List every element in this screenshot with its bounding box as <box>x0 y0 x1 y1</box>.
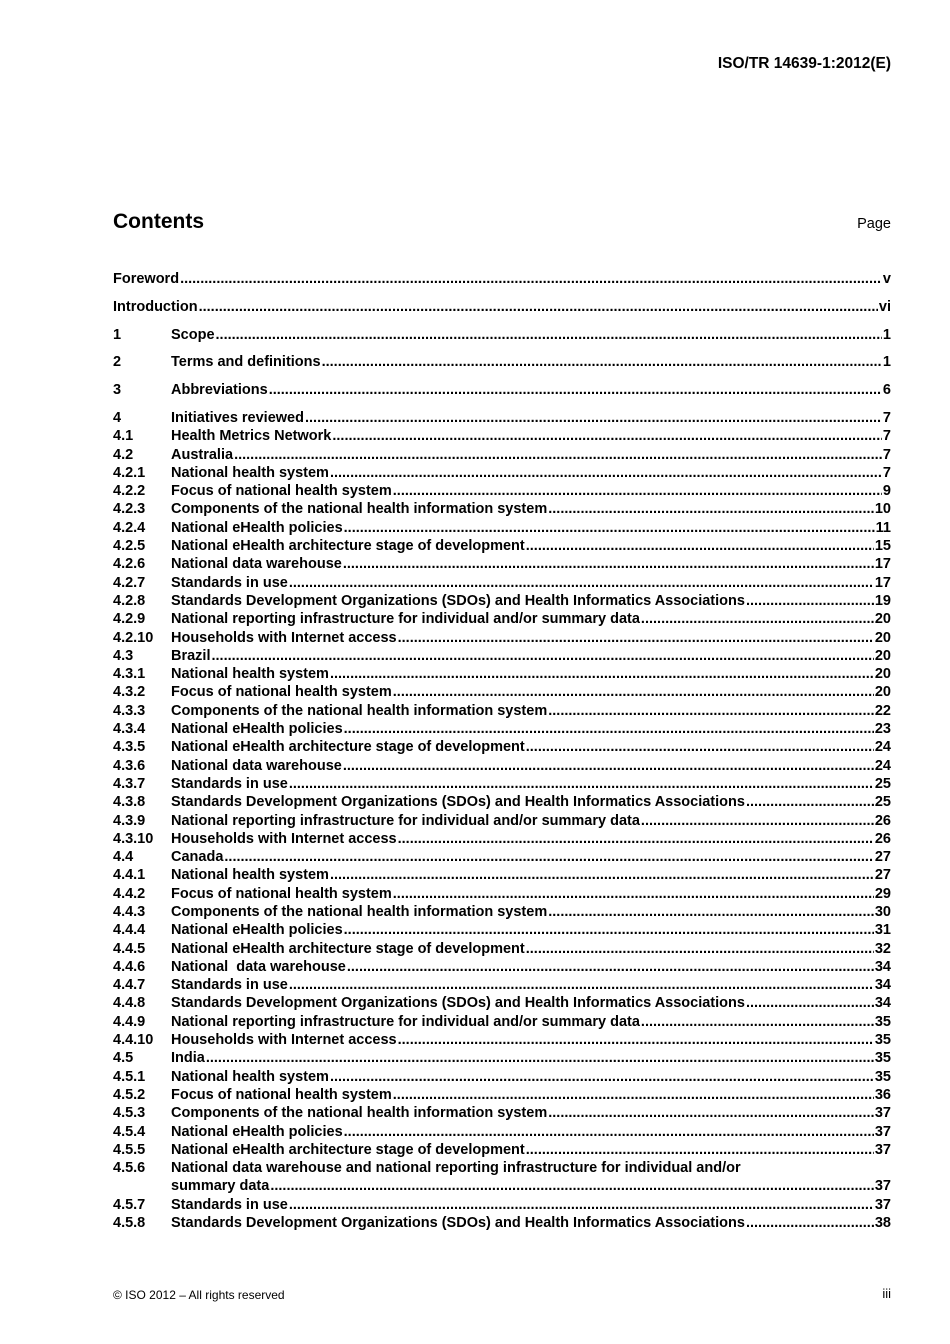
dot-leader <box>398 1031 874 1049</box>
toc-entry[interactable] <box>113 326 891 344</box>
toc-entry-number: 4.4.3 <box>113 904 146 920</box>
toc-entry-title: Households with Internet access <box>171 1032 397 1049</box>
dot-leader <box>746 1214 874 1232</box>
toc-entry-title: National data warehouse <box>171 757 342 774</box>
toc-entry-page: 17 <box>874 556 891 573</box>
toc-entry-page: 7 <box>882 409 891 426</box>
dot-leader <box>344 921 874 939</box>
copyright-notice: © ISO 2012 – All rights reserved <box>113 1288 285 1302</box>
toc-entry-page: 26 <box>874 830 891 847</box>
dot-leader <box>641 610 874 628</box>
toc-entry-page: 11 <box>875 519 891 536</box>
dot-leader <box>330 1068 874 1086</box>
toc-entry[interactable] <box>113 1013 891 1031</box>
toc-entry[interactable] <box>113 903 891 921</box>
toc-entry[interactable] <box>113 976 891 994</box>
toc-entry-page: 25 <box>874 775 891 792</box>
toc-entry-page: 27 <box>874 849 891 866</box>
toc-entry[interactable] <box>113 720 891 738</box>
toc-entry[interactable] <box>113 1049 891 1067</box>
dot-leader <box>548 500 874 518</box>
toc-entry-title: India <box>171 1050 205 1067</box>
dot-leader <box>343 555 874 573</box>
toc-entry-page: 27 <box>874 867 891 884</box>
toc-entry-number: 4.5.1 <box>113 1068 146 1085</box>
toc-entry[interactable] <box>113 482 891 500</box>
toc-entry-page: 35 <box>874 1050 891 1067</box>
toc-entry[interactable] <box>113 298 891 316</box>
toc-entry-number: 4.4.5 <box>113 940 146 957</box>
toc-entry-title: Standards Development Organizations (SDOs) and Health Informatics Associations <box>171 794 745 811</box>
toc-entry-page: 25 <box>874 794 891 811</box>
toc-entry[interactable] <box>113 866 891 884</box>
toc-entry-page: 1 <box>882 326 891 343</box>
toc-entry-page: 20 <box>874 629 891 646</box>
toc-entry-title: National health system <box>171 867 329 884</box>
toc-entry-title: summary data <box>171 1178 270 1195</box>
toc-entry[interactable] <box>113 793 891 811</box>
toc-entry-number: 4.3.5 <box>113 739 146 756</box>
toc-entry[interactable] <box>113 537 891 555</box>
dot-leader <box>289 976 874 994</box>
document-id: ISO/TR 14639-1:2012(E) <box>717 55 891 72</box>
toc-entry-title: Focus of national health system <box>171 1086 392 1103</box>
toc-entry-title: National reporting infrastructure for individual and/or summary data <box>171 611 640 628</box>
dot-leader <box>746 793 874 811</box>
toc-entry-number: 4.1 <box>113 428 134 445</box>
toc-entry-page: 37 <box>874 1178 891 1195</box>
toc-entry-title: National reporting infrastructure for individual and/or summary data <box>171 812 640 829</box>
toc-entry-title: Foreword <box>113 271 180 287</box>
table-of-contents <box>113 270 891 1232</box>
toc-entry-page: 19 <box>874 592 891 609</box>
toc-entry[interactable] <box>113 647 891 665</box>
toc-entry-title: Standards Development Organizations (SDOs) and Health Informatics Associations <box>171 995 745 1012</box>
dot-leader <box>234 446 882 464</box>
dot-leader <box>526 940 874 958</box>
toc-entry-number: 4.2.5 <box>113 538 146 555</box>
toc-entry-page: 6 <box>882 382 891 399</box>
dot-leader <box>641 1013 874 1031</box>
toc-entry[interactable] <box>113 1104 891 1122</box>
toc-entry[interactable] <box>113 592 891 610</box>
toc-entry-page: 17 <box>874 574 891 591</box>
toc-entry-title: Standards in use <box>171 574 288 591</box>
toc-entry-number: 4.4.6 <box>113 958 146 975</box>
toc-entry-number: 4.5.8 <box>113 1215 146 1232</box>
toc-entry-title: National eHealth policies <box>171 519 343 536</box>
toc-entry-title: Scope <box>171 326 215 343</box>
toc-entry-number: 4.4.1 <box>113 867 146 884</box>
toc-entry[interactable] <box>113 1123 891 1141</box>
toc-entry-page: 10 <box>874 501 891 518</box>
toc-entry-page: 7 <box>882 446 891 463</box>
dot-leader <box>526 537 874 555</box>
toc-entry-number: 4.3.1 <box>113 666 146 683</box>
toc-entry-number: 3 <box>113 382 122 399</box>
toc-entry-number: 4.2.7 <box>113 574 146 591</box>
toc-entry-number: 4.2.3 <box>113 501 146 518</box>
dot-leader <box>347 958 874 976</box>
toc-entry-number: 4.5.6 <box>113 1160 146 1177</box>
toc-entry-title: National data warehouse and national reporting infrastructure for individual and/or <box>171 1160 741 1177</box>
toc-entry-title: Focus of national health system <box>171 483 392 500</box>
toc-entry-page: 23 <box>874 721 891 738</box>
toc-entry[interactable] <box>113 610 891 628</box>
toc-entry[interactable] <box>113 994 891 1012</box>
toc-entry-title: Canada <box>171 849 224 866</box>
toc-entry[interactable] <box>113 812 891 830</box>
dot-leader <box>206 1049 874 1067</box>
toc-entry[interactable] <box>113 1214 891 1232</box>
toc-entry-number: 2 <box>113 354 122 371</box>
toc-entry[interactable] <box>113 1177 891 1195</box>
toc-entry-number: 1 <box>113 326 122 343</box>
toc-entry-page: 24 <box>874 739 891 756</box>
toc-entry-number: 4.3.2 <box>113 684 146 701</box>
toc-entry[interactable] <box>113 629 891 647</box>
toc-entry-page: 7 <box>882 464 891 481</box>
toc-entry[interactable] <box>113 464 891 482</box>
toc-entry[interactable] <box>113 958 891 976</box>
toc-entry-number: 4.2.6 <box>113 556 146 573</box>
contents-heading: Contents <box>113 210 204 233</box>
toc-entry-page: 34 <box>874 995 891 1012</box>
toc-entry[interactable] <box>113 683 891 701</box>
toc-entry-page: 34 <box>874 958 891 975</box>
toc-entry-title: Standards in use <box>171 775 288 792</box>
toc-entry-title: Components of the national health information system <box>171 702 548 719</box>
toc-entry-number: 4.2 <box>113 446 134 463</box>
toc-entry[interactable] <box>113 1068 891 1086</box>
dot-leader <box>548 1104 874 1122</box>
toc-entry-page: 30 <box>874 904 891 920</box>
dot-leader <box>526 738 874 756</box>
toc-entry[interactable] <box>113 665 891 683</box>
toc-entry-number: 4.2.10 <box>113 629 154 646</box>
toc-entry-number: 4.3 <box>113 647 134 664</box>
dot-leader <box>330 665 874 683</box>
toc-entry-title: Components of the national health information system <box>171 501 548 518</box>
dot-leader <box>641 812 874 830</box>
toc-entry-number: 4.5.2 <box>113 1086 146 1103</box>
toc-entry-page: 36 <box>874 1086 891 1103</box>
dot-leader <box>746 994 874 1012</box>
toc-entry-title: National eHealth architecture stage of development <box>171 940 525 957</box>
dot-leader <box>344 519 875 537</box>
dot-leader <box>330 464 882 482</box>
dot-leader <box>305 409 882 427</box>
toc-entry[interactable] <box>113 1086 891 1104</box>
toc-entry-title: National data warehouse <box>171 958 346 975</box>
toc-entry-page: 37 <box>874 1123 891 1140</box>
toc-entry-number: 4.4.9 <box>113 1013 146 1030</box>
toc-entry[interactable] <box>113 555 891 573</box>
toc-entry-title: Households with Internet access <box>171 830 397 847</box>
dot-leader <box>746 592 874 610</box>
toc-entry-title: National eHealth architecture stage of development <box>171 538 525 555</box>
page-column-label: Page <box>857 216 891 232</box>
dot-leader <box>344 720 874 738</box>
toc-entry-number: 4.3.3 <box>113 702 146 719</box>
toc-entry-number: 4.3.4 <box>113 721 146 738</box>
toc-entry-page: 1 <box>882 354 891 371</box>
toc-entry[interactable] <box>113 830 891 848</box>
toc-entry-number: 4.2.4 <box>113 519 146 536</box>
toc-entry[interactable] <box>113 381 891 399</box>
dot-leader <box>199 298 878 316</box>
toc-entry[interactable] <box>113 848 891 866</box>
toc-entry-number: 4.5.4 <box>113 1123 146 1140</box>
dot-leader <box>289 1196 874 1214</box>
dot-leader <box>393 683 874 701</box>
toc-entry[interactable] <box>113 775 891 793</box>
toc-entry[interactable] <box>113 1159 891 1177</box>
toc-entry-title: Components of the national health information system <box>171 1105 548 1122</box>
dot-leader <box>224 848 873 866</box>
toc-entry-page: 20 <box>874 684 891 701</box>
dot-leader <box>548 702 874 720</box>
toc-entry[interactable] <box>113 702 891 720</box>
toc-entry-page: 37 <box>874 1141 891 1158</box>
toc-entry[interactable] <box>113 574 891 592</box>
toc-entry-title: National eHealth policies <box>171 922 343 939</box>
toc-entry-page: 15 <box>874 538 891 555</box>
toc-entry-page: 31 <box>874 922 891 939</box>
toc-entry-title: Australia <box>171 446 234 463</box>
toc-entry-title: Standards in use <box>171 1196 288 1213</box>
toc-entry-page: 29 <box>874 885 891 902</box>
toc-entry-title: Standards Development Organizations (SDOs) and Health Informatics Associations <box>171 592 745 609</box>
toc-entry-number: 4.5.7 <box>113 1196 146 1213</box>
dot-leader <box>330 866 874 884</box>
toc-entry-title: Standards in use <box>171 977 288 994</box>
toc-entry-number: 4.2.8 <box>113 592 146 609</box>
toc-entry-number: 4.3.8 <box>113 794 146 811</box>
toc-entry[interactable] <box>113 409 891 427</box>
toc-entry-page: 35 <box>874 1068 891 1085</box>
toc-entry-number: 4.5.5 <box>113 1141 146 1158</box>
toc-entry-number: 4 <box>113 409 122 426</box>
toc-entry-title: National health system <box>171 666 329 683</box>
toc-entry-title: National reporting infrastructure for individual and/or summary data <box>171 1013 640 1030</box>
toc-entry-title: Focus of national health system <box>171 885 392 902</box>
toc-entry-page: 35 <box>874 1032 891 1049</box>
toc-entry[interactable] <box>113 885 891 903</box>
toc-entry-page: 37 <box>874 1196 891 1213</box>
toc-entry-title: Abbreviations <box>171 382 268 399</box>
dot-leader <box>180 270 882 288</box>
toc-entry-title: National health system <box>171 464 329 481</box>
toc-entry-number: 4.3.9 <box>113 812 146 829</box>
toc-entry-title: National eHealth policies <box>171 721 343 738</box>
toc-entry[interactable] <box>113 921 891 939</box>
dot-leader <box>393 1086 874 1104</box>
dot-leader <box>216 326 882 344</box>
dot-leader <box>343 757 874 775</box>
toc-entry-title: Components of the national health information system <box>171 904 548 920</box>
toc-entry-title: Standards Development Organizations (SDOs) and Health Informatics Associations <box>171 1215 745 1232</box>
dot-leader <box>393 885 874 903</box>
toc-entry-title: National eHealth policies <box>171 1123 343 1140</box>
toc-entry-title: Introduction <box>113 298 198 315</box>
toc-entry-number: 4.4.8 <box>113 995 146 1012</box>
toc-entry-page: vi <box>878 298 891 315</box>
dot-leader <box>398 830 874 848</box>
toc-entry-page: 37 <box>874 1105 891 1122</box>
toc-entry-title: Initiatives reviewed <box>171 409 304 426</box>
dot-leader <box>398 629 874 647</box>
toc-entry-number: 4.4 <box>113 849 134 866</box>
toc-entry[interactable] <box>113 757 891 775</box>
toc-entry-number: 4.3.7 <box>113 775 146 792</box>
dot-leader <box>548 903 874 921</box>
toc-entry-number: 4.3.6 <box>113 757 146 774</box>
dot-leader <box>289 574 874 592</box>
toc-entry-number: 4.5 <box>113 1050 134 1067</box>
toc-entry-number: 4.2.1 <box>113 464 146 481</box>
toc-entry-page: 34 <box>874 977 891 994</box>
toc-entry-number: 4.4.10 <box>113 1032 154 1049</box>
dot-leader <box>289 775 874 793</box>
dot-leader <box>212 647 874 665</box>
toc-entry[interactable] <box>113 1141 891 1159</box>
dot-leader <box>322 353 882 371</box>
toc-entry-page: 7 <box>882 428 891 445</box>
toc-entry-page: 26 <box>874 812 891 829</box>
toc-entry[interactable] <box>113 270 891 288</box>
toc-entry[interactable] <box>113 427 891 445</box>
toc-entry-number: 4.2.2 <box>113 483 146 500</box>
toc-entry-page: 24 <box>874 757 891 774</box>
toc-entry[interactable] <box>113 519 891 537</box>
toc-entry-page: 20 <box>874 666 891 683</box>
toc-entry-number: 4.2.9 <box>113 611 146 628</box>
toc-entry-page: 20 <box>874 647 891 664</box>
toc-entry-title: National eHealth architecture stage of development <box>171 739 525 756</box>
toc-entry[interactable] <box>113 1031 891 1049</box>
toc-entry-number: 4.5.3 <box>113 1105 146 1122</box>
toc-entry[interactable] <box>113 1196 891 1214</box>
toc-entry-page: 20 <box>874 611 891 628</box>
toc-entry-title: Terms and definitions <box>171 354 321 371</box>
dot-leader <box>332 427 882 445</box>
dot-leader <box>270 1177 874 1195</box>
toc-entry-title: Brazil <box>171 647 211 664</box>
toc-entry[interactable] <box>113 940 891 958</box>
toc-entry-page: 32 <box>874 940 891 957</box>
toc-entry[interactable] <box>113 500 891 518</box>
toc-entry-title: Focus of national health system <box>171 684 392 701</box>
toc-entry-page: 35 <box>874 1013 891 1030</box>
toc-entry[interactable] <box>113 353 891 371</box>
toc-entry-title: Households with Internet access <box>171 629 397 646</box>
page-number: iii <box>882 1286 891 1301</box>
toc-entry-number: 4.4.2 <box>113 885 146 902</box>
toc-entry-page: 38 <box>874 1215 891 1232</box>
toc-entry-number: 4.4.7 <box>113 977 146 994</box>
toc-entry-number: 4.3.10 <box>113 830 154 847</box>
toc-entry-title: Health Metrics Network <box>171 428 332 445</box>
toc-entry-title: National health system <box>171 1068 329 1085</box>
toc-entry-number: 4.4.4 <box>113 922 146 939</box>
toc-entry[interactable] <box>113 738 891 756</box>
dot-leader <box>344 1123 874 1141</box>
toc-entry[interactable] <box>113 446 891 464</box>
toc-entry-title: National data warehouse <box>171 556 342 573</box>
dot-leader <box>526 1141 874 1159</box>
toc-entry-title: National eHealth architecture stage of development <box>171 1141 525 1158</box>
toc-entry-page: v <box>882 271 891 287</box>
dot-leader <box>393 482 882 500</box>
toc-entry-page: 9 <box>882 483 891 500</box>
toc-entry-page: 22 <box>874 702 891 719</box>
dot-leader <box>269 381 882 399</box>
